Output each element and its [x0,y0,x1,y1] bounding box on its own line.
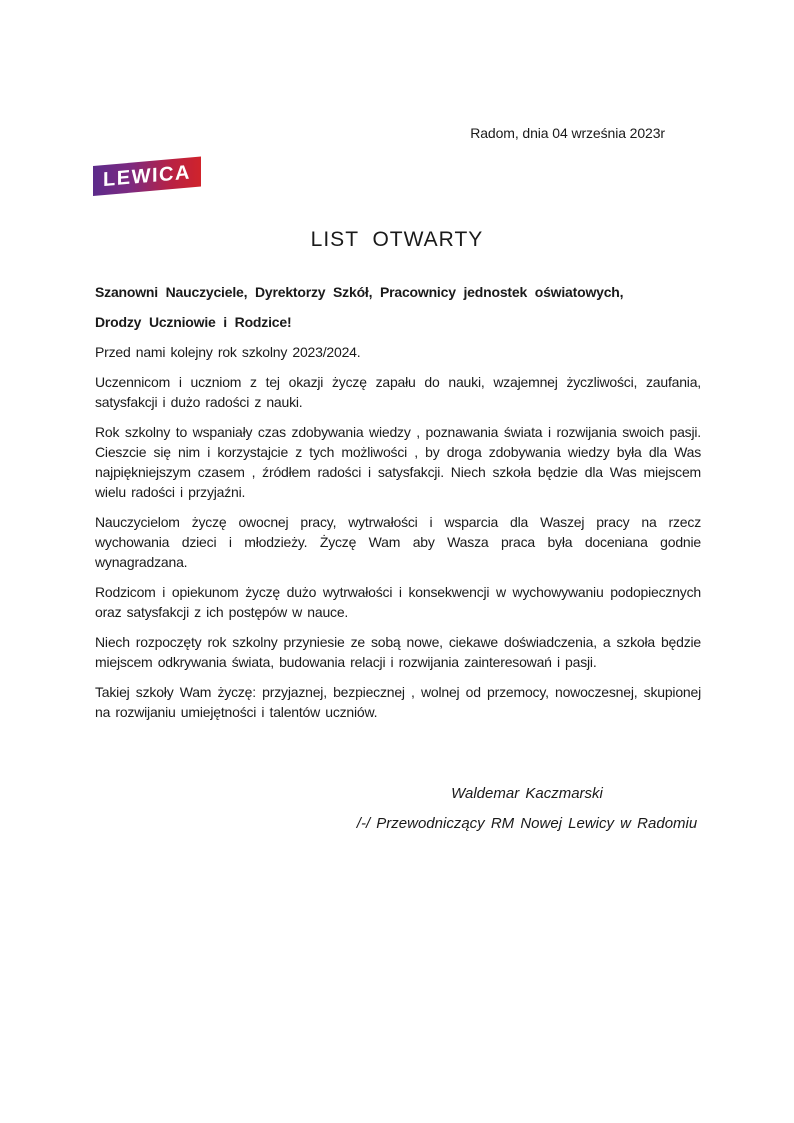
signature-block [260,784,794,834]
signature-name: Waldemar Kaczmarski [451,785,603,802]
paragraph-1: Przed nami kolejny rok szkolny 2023/2024. [95,344,361,360]
dateline: Radom, dnia 04 września 2023r [470,125,665,141]
salutation-line-1: Szanowni Nauczyciele, Dyrektorzy Szkół, Pracownicy jednostek oświatowych, [95,284,624,300]
paragraph-5: Rodzicom i opiekunom życzę dużo wytrwałości i konsekwencji w wychowywaniu podopiecznych oraz satysfakcji z ich postępów w nauce. [95,584,701,620]
salutation-line-2: Drodzy Uczniowie i Rodzice! [95,314,292,330]
paragraph-7: Takiej szkoły Wam życzę: przyjaznej, bezpiecznej , wolnej od przemocy, nowoczesnej, skupionej na rozwijaniu umiejętności i talentów uczniów. [95,684,701,720]
paragraph-3: Rok szkolny to wspaniały czas zdobywania wiedzy , poznawania świata i rozwijania swoich pasji. Cieszcie się nim i korzystajcie z tych możliwości , by droga zdobywania wiedzy była dla Was najpiękniejszym czasem , źródłem radości i satysfakcji. Niech szkoła będzie dla Was miejscem wielu radości i przyjaźni. [95,424,701,500]
paragraph-4: Nauczycielom życzę owocnej pracy, wytrwałości i wsparcia dla Waszej pracy na rzecz wychowania dzieci i młodzieży. Życzę Wam aby Wasza praca była doceniana godnie wynagradzana. [95,514,701,570]
signature-role: /-/ Przewodniczący RM Nowej Lewicy w Radomiu [356,815,698,832]
letter-title: LIST OTWARTY [310,228,484,251]
paragraph-2: Uczennicom i uczniom z tej okazji życzę zapału do nauki, wzajemnej życzliwości, zaufania, satysfakcji i dużo radości z nauki. [95,374,701,410]
lewica-logo-text: LEWICA [103,161,191,192]
letter-body [95,282,701,732]
lewica-logo [93,157,201,196]
paragraph-6: Niech rozpoczęty rok szkolny przyniesie ze sobą nowe, ciekawe doświadczenia, a szkoła będzie miejscem odkrywania świata, budowania relacji i rozwijania zainteresowań i pasji. [95,634,701,670]
